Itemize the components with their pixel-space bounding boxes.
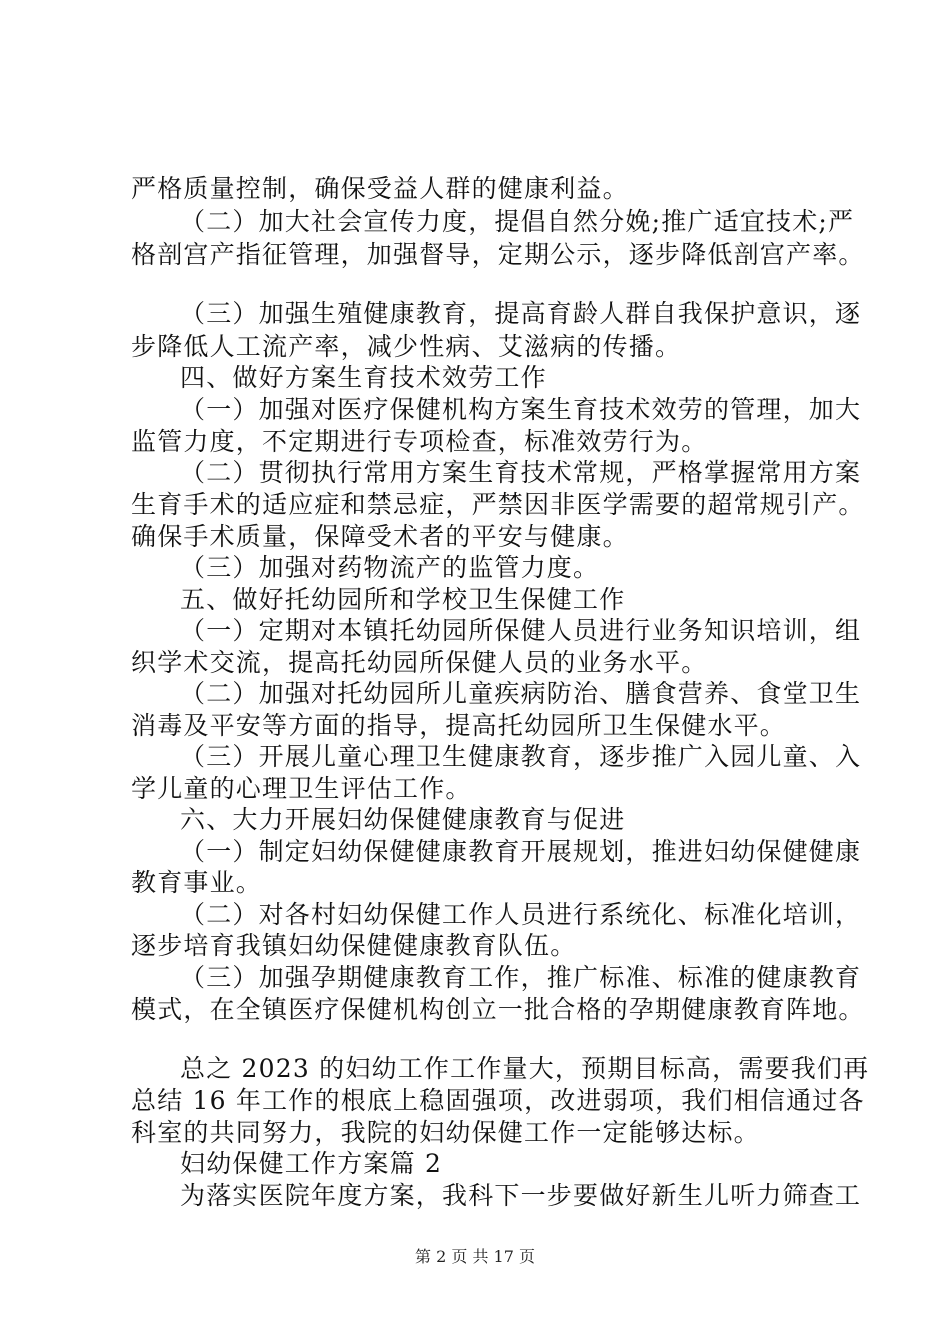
- text-line: 教育事业。: [131, 868, 263, 897]
- section-heading: 四、做好方案生育技术效劳工作: [180, 363, 547, 392]
- text-line: 消毒及平安等方面的指导，提高托幼园所卫生保健水平。: [131, 711, 787, 740]
- text-line: （一）定期对本镇托幼园所保健人员进行业务知识培训，组: [180, 616, 862, 645]
- text-line: （三）开展儿童心理卫生健康教育，逐步推广入园儿童、入: [180, 742, 862, 771]
- text-line: 科室的共同努力，我院的妇幼保健工作一定能够达标。: [131, 1118, 760, 1147]
- text-line: 为落实医院年度方案，我科下一步要做好新生儿听力筛查工: [180, 1181, 862, 1210]
- section-heading: 六、大力开展妇幼保健健康教育与促进: [180, 805, 626, 834]
- text-line: （一）制定妇幼保健健康教育开展规划，推进妇幼保健健康: [180, 837, 862, 866]
- text-line: 逐步培育我镇妇幼保健健康教育队伍。: [131, 931, 577, 960]
- text-line: 学儿童的心理卫生评估工作。: [131, 774, 472, 803]
- text-line: （二）加强对托幼园所儿童疾病防治、膳食营养、食堂卫生: [180, 679, 862, 708]
- section-heading: 五、做好托幼园所和学校卫生保健工作: [180, 585, 626, 614]
- text-line: （三）加强对药物流产的监管力度。: [180, 553, 600, 582]
- text-line: 总之 2023 的妇幼工作工作量大，预期目标高，需要我们再: [180, 1054, 870, 1083]
- text-line: （三）加强生殖健康教育，提高育龄人群自我保护意识，逐: [180, 299, 862, 328]
- text-line: （二）对各村妇幼保健工作人员进行系统化、标准化培训，: [180, 900, 862, 929]
- text-line: 监管力度，不定期进行专项检查，标准效劳行为。: [131, 427, 708, 456]
- text-line: 严格质量控制，确保受益人群的健康利益。: [131, 174, 629, 203]
- text-line: （三）加强孕期健康教育工作，推广标准、标准的健康教育: [180, 963, 862, 992]
- text-line: 确保手术质量，保障受术者的平安与健康。: [131, 522, 629, 551]
- text-line: （一）加强对医疗保健机构方案生育技术效劳的管理，加大: [180, 395, 862, 424]
- text-line: 格剖宫产指征管理，加强督导，定期公示，逐步降低剖宫产率。: [131, 240, 865, 269]
- text-line: 步降低人工流产率，减少性病、艾滋病的传播。: [131, 332, 682, 361]
- text-line: （二）加大社会宣传力度，提倡自然分娩;推广适宜技术;严: [180, 207, 855, 236]
- section-heading: 妇幼保健工作方案篇 2: [180, 1149, 443, 1178]
- text-line: 模式，在全镇医疗保健机构创立一批合格的孕期健康教育阵地。: [131, 995, 865, 1024]
- text-line: 生育手术的适应症和禁忌症，严禁因非医学需要的超常规引产。: [131, 490, 865, 519]
- page-number-footer: 第 2 页 共 17 页: [415, 1247, 535, 1266]
- text-line: （二）贯彻执行常用方案生育技术常规，严格掌握常用方案: [180, 458, 862, 487]
- text-line: 织学术交流，提高托幼园所保健人员的业务水平。: [131, 648, 708, 677]
- text-line: 总结 16 年工作的根底上稳固强项，改进弱项，我们相信通过各: [131, 1086, 865, 1115]
